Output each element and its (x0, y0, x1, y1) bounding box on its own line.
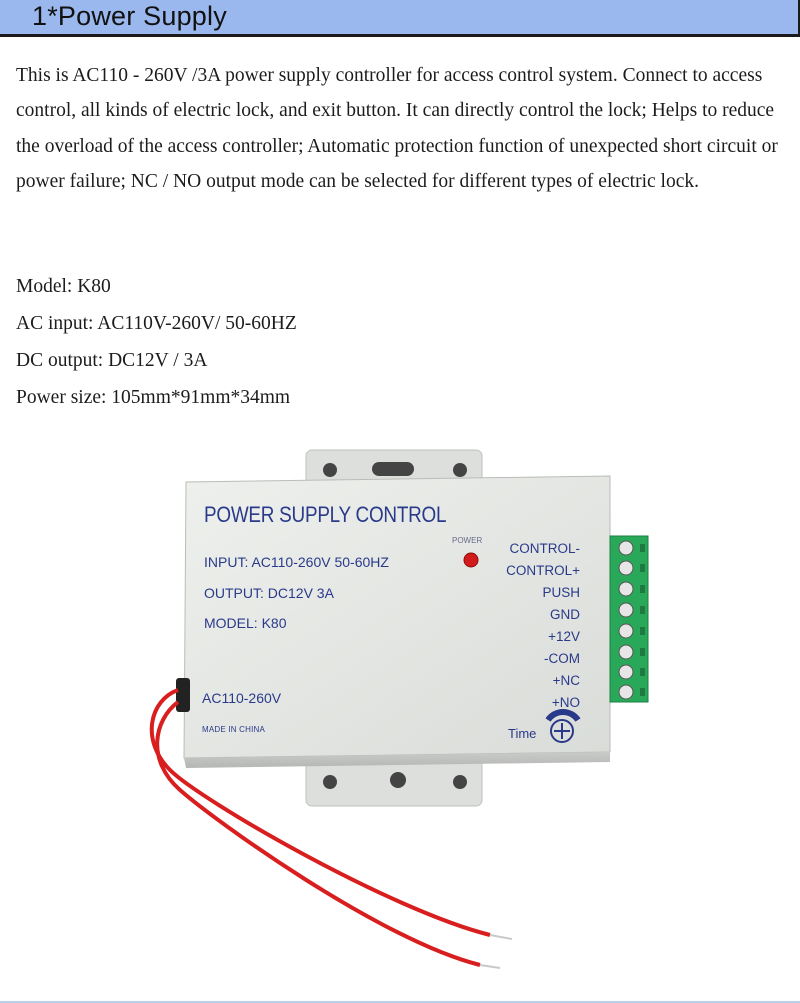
product-photo (140, 440, 660, 980)
section-title: 1*Power Supply (32, 1, 227, 31)
time-label: Time (508, 726, 537, 741)
panel-model-label: MODEL: K80 (204, 615, 287, 631)
terminal-label: PUSH (542, 585, 580, 600)
terminal-label: +NC (552, 673, 580, 688)
mount-keyhole (390, 772, 406, 788)
terminal-label: -COM (544, 651, 580, 666)
spec-size: Power size: 105mm*91mm*34mm (16, 387, 291, 408)
cable-grommet (176, 678, 190, 712)
spec-dc-output: DC output: DC12V / 3A (16, 350, 208, 371)
terminal-label: +NO (551, 695, 580, 710)
mount-hole (323, 463, 337, 477)
panel-input-label: INPUT: AC110-260V 50-60HZ (204, 554, 389, 570)
terminal-label: CONTROL- (509, 541, 580, 556)
panel-ac-label: AC110-260V (202, 690, 282, 706)
mount-slot (372, 462, 414, 476)
section-header (0, 0, 800, 37)
spec-model: Model: K80 (16, 276, 111, 297)
terminal-label: +12V (548, 629, 580, 644)
panel-output-label: OUTPUT: DC12V 3A (204, 585, 334, 601)
terminal-label: GND (550, 607, 580, 622)
spec-ac-input: AC input: AC110V-260V/ 50-60HZ (16, 313, 297, 334)
mount-hole (453, 463, 467, 477)
panel-made-in-label: MADE IN CHINA (202, 725, 266, 734)
terminal-labels (506, 538, 580, 714)
terminal-label: CONTROL+ (506, 563, 580, 578)
power-led-icon (464, 553, 478, 567)
mount-hole (323, 775, 337, 789)
product-description: This is AC110 - 260V /3A power supply controller for access control system. Connect to access control, all kinds of electric lock, and exit button. It can directly control the lock; Helps to reduce the overload of the access controller; Automatic protection function of unexpected short circuit or power failure; NC / NO output mode can be selected for different types of electric lock. (16, 65, 778, 193)
spec-list (16, 268, 297, 416)
panel-title: POWER SUPPLY CONTROL (204, 502, 447, 527)
power-led-label: POWER (452, 536, 483, 545)
mount-hole (453, 775, 467, 789)
